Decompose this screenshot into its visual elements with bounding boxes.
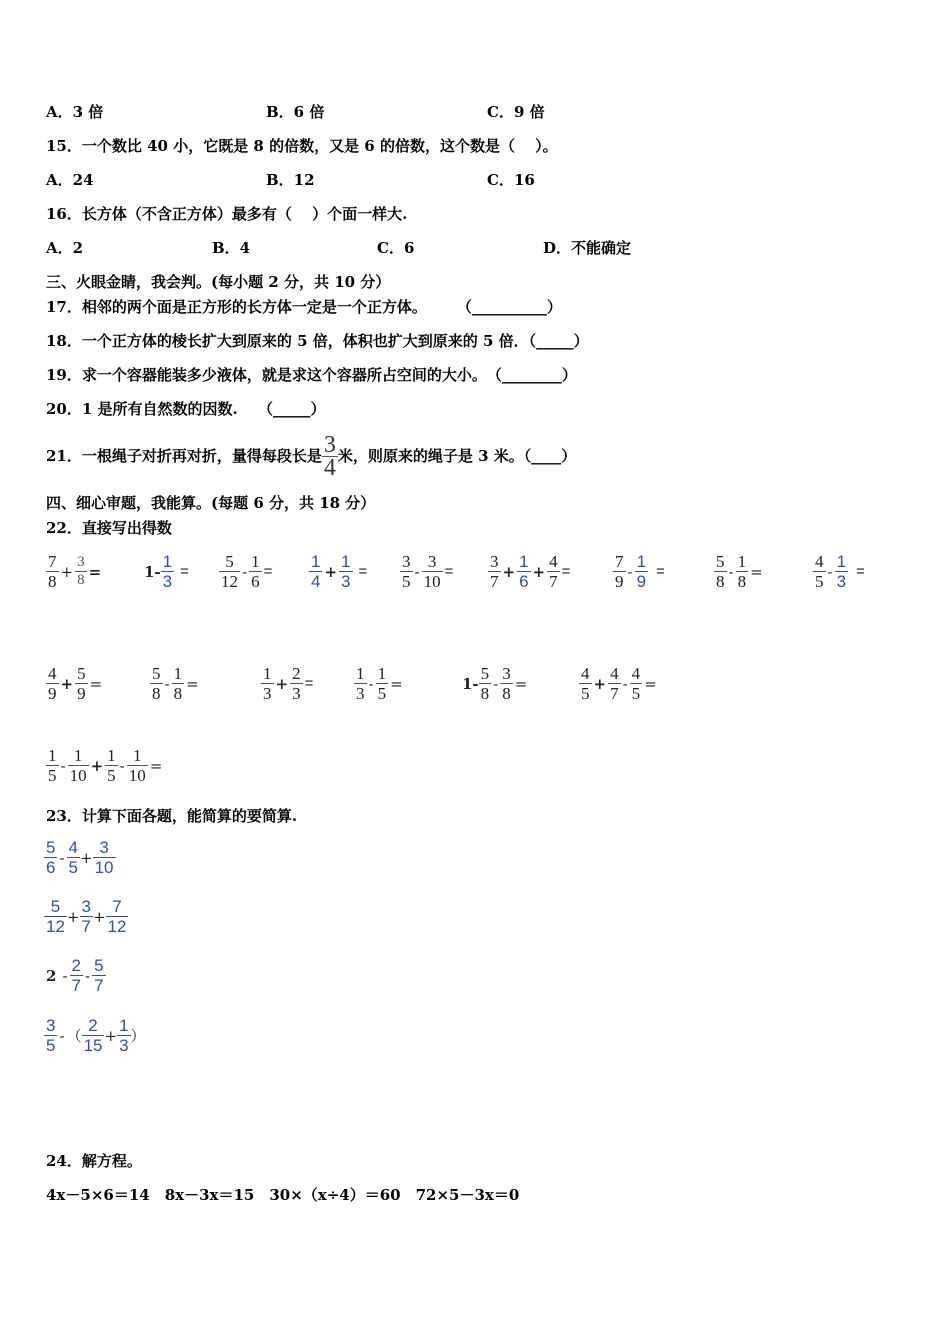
q21-before: 21．一根绳子对折再对折，量得每段长是: [46, 447, 322, 465]
calc-r3-1: $\frac{1}{5}$ - $\frac{1}{10}$ + $\frac{1}{5}$ - $\frac{1}{10}$ =: [48, 746, 163, 785]
calc-r2-6: $\frac{4}{5}$ + $\frac{4}{7}$ - $\frac{4}{5}$ =: [581, 664, 657, 703]
q20-text: 20．1 是所有自然数的因数. （_____）: [46, 400, 326, 418]
q14-option-b: B．6 倍: [266, 103, 325, 121]
q16-option-c: C．6: [377, 239, 415, 257]
calc-r2-4: $\frac{1}{3}$ - $\frac{1}{5}$ =: [356, 664, 403, 703]
q22-text: 22．直接写出得数: [46, 519, 172, 537]
calc-r1-2: 1- $\frac{1}{3}$ =: [144, 552, 189, 591]
calc-r2-1: $\frac{4}{9}$ + $\frac{5}{9}$ =: [48, 664, 103, 703]
q14-option-c: C．9 倍: [487, 103, 545, 121]
q14-option-a: A．3 倍: [46, 103, 104, 121]
calc-r1-4: $\frac{1}{4}$ + $\frac{1}{3}$ =: [311, 552, 368, 591]
q15-option-c: C．16: [487, 171, 535, 189]
q24-text: 24．解方程。: [46, 1152, 142, 1170]
q16-option-d: D．不能确定: [543, 239, 632, 257]
calc-r1-8: $\frac{5}{8}$ - $\frac{1}{8}$ =: [716, 552, 763, 591]
calc-r1-5: $\frac{3}{5}$ - $\frac{3}{10}$ =: [402, 552, 454, 591]
calc-r1-3: $\frac{5}{12}$ - $\frac{1}{6}$ =: [221, 552, 273, 591]
q16-option-a: A．2: [46, 239, 84, 257]
q23-expr-3: 2 - $\frac{2}{7}$ - $\frac{5}{7}$: [46, 956, 104, 995]
calc-r1-7: $\frac{7}{9}$ - $\frac{1}{9}$ =: [615, 552, 665, 591]
calc-r1-6: $\frac{3}{7}$ + $\frac{1}{6}$ + $\frac{4}{7}$ =: [490, 552, 571, 591]
calc-r1-1: $\frac{7}{8}$ + $\frac{3}{8}$ =: [48, 552, 102, 591]
calc-r2-2: $\frac{5}{8}$ - $\frac{1}{8}$ =: [152, 664, 199, 703]
q23-expr-2: $\frac{5}{12}$ + $\frac{3}{7}$ + $\frac{7}{12}$: [46, 897, 127, 936]
q23-expr-4: $\frac{3}{5}$ - （ $\frac{2}{15}$ + $\frac{1}{3}$ ）: [46, 1016, 146, 1055]
q19-text: 19．求一个容器能装多少液体，就是求这个容器所占空间的大小。 （________）: [46, 366, 577, 384]
calc-r2-5: 1- $\frac{5}{8}$ - $\frac{3}{8}$ =: [462, 664, 528, 703]
q24-equations: 4x－5×6＝14 8x－3x＝15 30×（x÷4）＝60 72×5－3x＝0: [46, 1186, 520, 1204]
calc-r1-9: $\frac{4}{5}$ - $\frac{1}{3}$ =: [815, 552, 865, 591]
q16-option-b: B．4: [212, 239, 251, 257]
section-3-heading: 三、火眼金睛，我会判。(每小题 2 分，共 10 分）: [46, 273, 391, 291]
q21-fraction: $\frac{3}{4}$: [323, 431, 336, 481]
q15-text: 15．一个数比 40 小，它既是 8 的倍数，又是 6 的倍数，这个数是（ ）。: [46, 137, 558, 155]
q15-option-b: B．12: [266, 171, 315, 189]
q23-text: 23．计算下面各题，能简算的要简算.: [46, 807, 298, 825]
q16-text: 16．长方体（不含正方体）最多有（ ）个面一样大.: [46, 205, 408, 223]
q18-text: 18．一个正方体的棱长扩大到原来的 5 倍，体积也扩大到原来的 5 倍．（_____）: [46, 332, 589, 350]
q21-after: 米，则原来的绳子是 3 米。（____）: [337, 447, 577, 465]
q21-text: [46, 430, 576, 481]
section-4-heading: 四、细心审题，我能算。(每题 6 分，共 18 分）: [46, 494, 376, 512]
q15-option-a: A．24: [46, 171, 94, 189]
q23-expr-1: $\frac{5}{6}$ - $\frac{4}{5}$ + $\frac{3}{10}$: [46, 838, 114, 877]
q17-text: 17．相邻的两个面是正方形的长方体一定是一个正方体。 （__________）: [46, 298, 562, 316]
calc-r2-3: $\frac{1}{3}$ + $\frac{2}{3}$ =: [263, 664, 314, 703]
